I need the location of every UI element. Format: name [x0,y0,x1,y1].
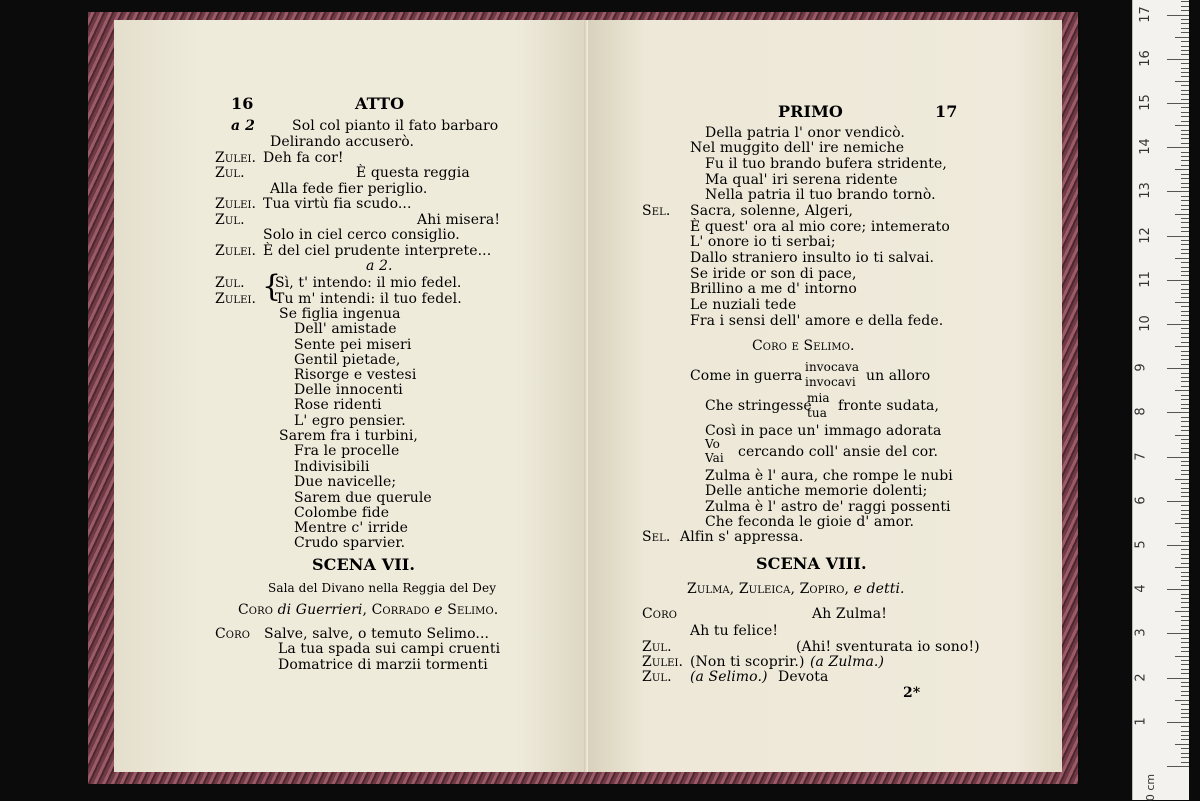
ruler-tick [1181,342,1189,343]
ruler-tick [1181,426,1189,427]
ruler-tick [1181,160,1189,161]
ruler-tick [1181,496,1189,497]
ruler-tick [1181,717,1189,718]
speaker: Zulei. [215,243,257,259]
ruler-tick [1181,527,1189,528]
verse-line: a 2. [366,258,393,274]
verse-line: Ah tu felice! [690,623,779,639]
verse-line: fronte sudata, [838,398,940,414]
speaker: Coro [215,626,251,642]
ruler-tick [1181,138,1189,139]
verse-line: La tua spada sui campi cruenti [278,641,501,657]
verse-line: L' onore io ti serbai; [690,234,836,250]
verse-variant: Vai [705,451,724,465]
verse-line: Le nuziali tede [690,297,797,313]
ruler-tick [1181,430,1189,431]
ruler-tick [1181,262,1189,263]
speaker: Coro [642,606,678,622]
ruler-tick [1181,54,1189,55]
ruler-tick [1181,315,1189,316]
verse-line: (Non ti scoprir.) [690,654,805,670]
ruler-tick [1181,470,1189,471]
verse-line: Delirando accuserò. [270,134,415,150]
ruler-tick [1181,130,1189,131]
speaker: Zul. [642,639,672,655]
ruler-tick [1181,541,1189,542]
ruler-tick [1181,231,1189,232]
ruler-tick [1181,50,1189,51]
ruler-tick [1175,567,1189,568]
ruler-tick [1181,320,1189,321]
verse-line: Dallo straniero insulto io ti salvai. [690,250,935,266]
verse-line: Nella patria il tuo brando tornò. [705,187,936,203]
ruler-tick [1181,691,1189,692]
ruler-tick [1181,602,1189,603]
verse-line: Delle antiche memorie dolenti; [705,483,928,499]
ruler-tick [1181,222,1189,223]
ruler-tick [1181,46,1189,47]
ruler-tick [1181,23,1189,24]
ruler-tick [1167,103,1189,104]
ruler-tick [1181,116,1189,117]
verse-variant: tua [807,406,828,420]
ruler-tick [1181,94,1189,95]
ruler-number: 16 [1137,50,1153,67]
ruler-number: 6 [1133,496,1149,505]
ruler-tick [1181,598,1189,599]
ruler-tick [1181,421,1189,422]
verse-line: Nel muggito dell' ire nemiche [690,140,905,156]
ruler-number: 8 [1133,407,1149,417]
speaker: Zulei. [215,150,257,166]
ruler-number: 7 [1133,451,1149,461]
ruler-tick [1181,68,1189,69]
verse-line: Tu m' intendi: il tuo fedel. [275,291,462,307]
verse-line: Sente pei miseri [294,337,412,353]
verse-variant: mia [807,391,830,405]
verse-line: Due navicelle; [294,474,397,490]
ruler-tick [1167,589,1189,590]
verse-line: Se iride or son di pace, [690,266,857,282]
ruler-tick [1181,63,1189,64]
ruler-tick [1181,739,1189,740]
ruler-tick [1181,647,1189,648]
verse-line: cercando coll' ansie del cor. [738,444,939,460]
ruler-tick [1181,753,1189,754]
ruler-tick [1167,722,1189,723]
ruler-tick [1181,576,1189,577]
ruler-tick [1181,337,1189,338]
stage-direction: Coro di Guerrieri, Corrado e Selimo. [238,602,499,618]
verse-line: Che feconda le gioie d' amor. [705,514,915,530]
ruler-tick [1181,616,1189,617]
ruler-tick [1181,465,1189,466]
ruler-number: 13 [1137,182,1153,200]
ruler-tick [1181,240,1189,241]
ruler-tick [1181,209,1189,210]
ruler-tick [1181,404,1189,405]
speaker: Zulei. [642,654,684,670]
verse-line: Devota [778,669,829,685]
ruler-tick [1181,267,1189,268]
verse-line: Ah Zulma! [812,606,887,622]
ruler-tick [1167,280,1189,281]
verse-line: Alfin s' appressa. [680,529,804,545]
ruler-tick [1181,377,1189,378]
ruler-tick [1181,510,1189,511]
verse-line: Rose ridenti [294,397,382,413]
ruler-tick [1181,32,1189,33]
ruler-tick [1181,297,1189,298]
ruler-number: 10 [1137,315,1153,332]
ruler-tick [1181,448,1189,449]
verse-line: È questa reggia [356,165,470,181]
signature-mark: 2* [903,685,921,701]
ruler-tick [1181,726,1189,727]
ruler-number: 12 [1137,226,1153,244]
verse-line: Fu il tuo brando bufera stridente, [705,156,947,172]
ruler-tick [1181,275,1189,276]
speaker: Zulei. [215,291,257,307]
ruler-tick [1181,174,1189,175]
ruler-tick [1181,625,1189,626]
ruler-tick [1181,731,1189,732]
ruler-tick [1167,15,1189,16]
ruler-tick [1181,1,1189,2]
ruler-tick [1175,479,1189,480]
verse-variant: invocavi [805,375,856,389]
ruler-tick [1181,351,1189,352]
verse-variant: invocava [805,360,860,374]
verse-line: Gentil pietade, [294,352,401,368]
ruler-tick [1181,594,1189,595]
verse-line: Mentre c' irride [294,520,409,536]
ruler-tick [1167,766,1189,767]
ruler-unit: 0 cm [1144,773,1158,801]
ruler-tick [1181,518,1189,519]
ruler-tick [1167,236,1189,237]
ruler-tick [1175,435,1189,436]
ruler-tick [1181,10,1189,11]
ruler-tick [1181,328,1189,329]
scene-setting: Sala del Divano nella Reggia del Dey [268,581,497,595]
ruler-tick [1181,651,1189,652]
scene-heading: SCENA VIII. [756,554,867,573]
ruler-tick [1175,346,1189,347]
speaker: Sel. [642,203,671,219]
verse-line: Risorge e vestesi [294,367,417,383]
ruler-tick [1167,457,1189,458]
speaker: Zul. [215,212,245,228]
ruler-tick [1181,41,1189,42]
verse-line: Solo in ciel cerco consiglio. [263,227,460,243]
verse-line: L' egro pensier. [294,413,406,429]
verse-line: Brillino a me d' intorno [690,281,857,297]
stage-direction: Coro e Selimo. [752,338,855,354]
ruler-tick [1167,412,1189,413]
ruler-tick [1181,443,1189,444]
verse-line: Della patria l' onor vendicò. [705,125,905,141]
verse-line: Sol col pianto il fato barbaro [292,118,499,134]
ruler-tick [1181,227,1189,228]
ruler-tick [1181,607,1189,608]
ruler-tick [1181,686,1189,687]
ruler-tick [1181,381,1189,382]
ruler-tick [1175,523,1189,524]
ruler-tick [1175,214,1189,215]
verse-line: Zulma è l' aura, che rompe le nubi [705,468,953,484]
speaker: Zul. [642,669,672,685]
ruler-tick [1181,483,1189,484]
ruler-tick [1181,107,1189,108]
speaker: Zul. [215,165,245,181]
page-number-right: 17 [935,102,958,121]
running-head-right: PRIMO [778,102,843,121]
verse-line: Fra i sensi dell' amore e della fede. [690,313,944,329]
verse-line: Sarem fra i turbini, [279,428,418,444]
ruler-tick [1181,488,1189,489]
ruler-tick [1175,169,1189,170]
stage-direction: Zulma, Zuleica, Zopiro, e detti. [687,581,905,597]
ruler-tick [1175,390,1189,391]
ruler-tick [1181,514,1189,515]
ruler-tick [1181,673,1189,674]
ruler-tick [1181,359,1189,360]
ruler-tick [1181,253,1189,254]
ruler-tick [1181,289,1189,290]
ruler-number: 11 [1137,271,1153,288]
verse-line: Ma qual' iri serena ridente [705,172,898,188]
ruler-number: 17 [1137,5,1153,23]
ruler-tick [1181,165,1189,166]
ruler-tick [1181,306,1189,307]
verse-line: Crudo sparvier. [294,535,406,551]
verse-line: Sì, t' intendo: il mio fedel. [275,275,462,291]
verse-line: Deh fa cor! [263,150,344,166]
ruler-tick [1181,355,1189,356]
ruler-number: 1 [1133,717,1149,726]
ruler-tick [1181,143,1189,144]
verse-line: Che stringesse [705,398,812,414]
ruler-tick [1181,183,1189,184]
ruler-tick [1175,125,1189,126]
ruler-tick [1181,558,1189,559]
ruler-tick [1181,417,1189,418]
ruler-tick [1181,218,1189,219]
ruler-number: 3 [1133,628,1149,638]
ruler-tick [1181,704,1189,705]
speaker: Sel. [642,529,671,545]
verse-line: Ahi misera! [417,212,501,228]
verse-line: (a Selimo.) [690,669,768,685]
ruler-tick [1181,408,1189,409]
ruler-tick [1181,664,1189,665]
verse-line: un alloro [866,368,931,384]
ruler-tick [1181,373,1189,374]
ruler-tick [1181,152,1189,153]
ruler-tick [1181,713,1189,714]
ruler-tick [1167,147,1189,148]
page-number-left: 16 [231,94,254,113]
ruler-tick [1181,72,1189,73]
ruler-tick [1181,642,1189,643]
ruler-tick [1181,134,1189,135]
verse-line: Se figlia ingenua [279,306,401,322]
ruler-tick [1175,700,1189,701]
ruler-tick [1181,735,1189,736]
ruler-tick [1175,744,1189,745]
verse-line: Indivisibili [294,459,370,475]
ruler-tick [1181,178,1189,179]
ruler-tick [1181,474,1189,475]
ruler-tick [1181,629,1189,630]
speaker: Zulei. [215,196,257,212]
ruler-tick [1181,76,1189,77]
ruler-tick [1181,572,1189,573]
ruler-tick [1181,311,1189,312]
ruler-tick [1167,633,1189,634]
ruler-number: 5 [1133,540,1149,549]
verse-line: Come in guerra [690,368,803,384]
ruler-number: 4 [1133,584,1149,593]
ruler-tick [1181,99,1189,100]
measuring-ruler [1132,0,1189,800]
ruler-tick [1181,364,1189,365]
ruler-tick [1181,585,1189,586]
verse-line: Delle innocenti [294,382,403,398]
ruler-tick [1175,258,1189,259]
verse-line: Tua virtù fia scudo... [263,196,412,212]
verse-line: (a Zulma.) [810,654,885,670]
ruler-tick [1181,19,1189,20]
ruler-tick [1181,399,1189,400]
ruler-tick [1181,554,1189,555]
verse-line: Fra le procelle [294,443,400,459]
ruler-tick [1167,678,1189,679]
ruler-tick [1181,695,1189,696]
verse-variant: Vo [705,437,720,451]
ruler-tick [1167,501,1189,502]
ruler-tick [1181,200,1189,201]
ruler-number: 9 [1133,363,1149,372]
verse-line: Colombe fide [294,505,390,521]
ruler-tick [1181,452,1189,453]
verse-line: È del ciel prudente interprete... [263,243,492,259]
ruler-tick [1181,187,1189,188]
speaker: Zul. [215,275,245,291]
ruler-tick [1181,333,1189,334]
ruler-tick [1181,249,1189,250]
verse-line: Sacra, solenne, Algeri, [690,203,854,219]
ruler-tick [1181,580,1189,581]
ruler-tick [1181,549,1189,550]
ruler-tick [1181,85,1189,86]
ruler-tick [1181,6,1189,7]
ruler-tick [1175,81,1189,82]
verse-line: Sarem due querule [294,490,432,506]
ruler-tick [1175,302,1189,303]
scene-heading: SCENA VII. [312,555,416,574]
ruler-tick [1181,682,1189,683]
ruler-tick [1175,611,1189,612]
ruler-tick [1181,492,1189,493]
ruler-tick [1181,395,1189,396]
ruler-tick [1181,461,1189,462]
ruler-tick [1175,37,1189,38]
running-head-left: ATTO [355,94,405,113]
ruler-tick [1181,563,1189,564]
verse-line: Dell' amistade [294,321,397,337]
ruler-tick [1181,762,1189,763]
verse-line: Così in pace un' immago adorata [705,423,942,439]
ruler-tick [1181,709,1189,710]
ruler-tick [1181,293,1189,294]
verse-line: Salve, salve, o temuto Selimo... [264,626,490,642]
ruler-tick [1181,112,1189,113]
ruler-tick [1181,244,1189,245]
ruler-tick [1181,439,1189,440]
ruler-tick [1181,748,1189,749]
brace-glyph: { [262,269,282,304]
ruler-tick [1181,757,1189,758]
ruler-tick [1181,638,1189,639]
ruler-number: 2 [1133,672,1149,682]
ruler-tick [1181,660,1189,661]
ruler-tick [1167,191,1189,192]
ruler-tick [1181,121,1189,122]
verse-line: (Ahi! sventurata io sono!) [796,639,980,655]
ruler-tick [1181,620,1189,621]
ruler-tick [1181,156,1189,157]
ruler-tick [1181,532,1189,533]
ruler-number: 14 [1137,138,1153,155]
ruler-tick [1181,90,1189,91]
ruler-number: 15 [1137,94,1153,111]
verse-line: Alla fede fier periglio. [270,181,428,197]
ruler-tick [1181,196,1189,197]
ruler-tick [1181,284,1189,285]
ruler-tick [1167,545,1189,546]
ruler-tick [1167,368,1189,369]
ruler-tick [1167,324,1189,325]
verse-line: Zulma è l' astro de' raggi possenti [705,499,951,515]
ruler-tick [1167,59,1189,60]
ruler-tick [1181,271,1189,272]
ruler-tick [1181,536,1189,537]
speaker: a 2 [231,118,255,134]
ruler-tick [1175,656,1189,657]
verse-line: È quest' ora al mio core; intemerato [690,219,950,235]
ruler-tick [1181,28,1189,29]
ruler-tick [1181,669,1189,670]
ruler-tick [1181,386,1189,387]
ruler-tick [1181,205,1189,206]
ruler-tick [1181,505,1189,506]
verse-line: Domatrice di marzii tormenti [278,657,488,673]
